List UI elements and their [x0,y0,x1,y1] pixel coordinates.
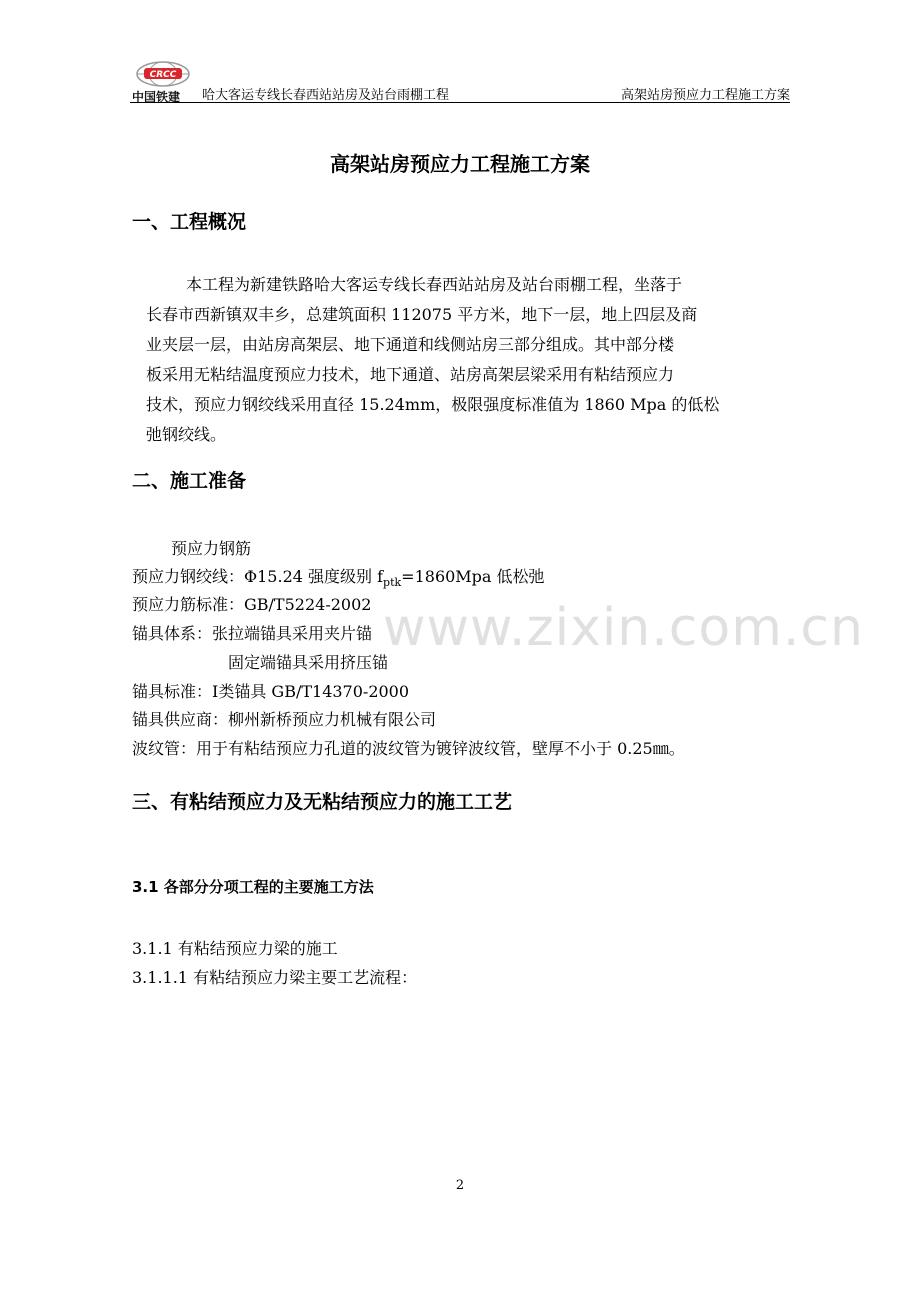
paragraph-line: 技术，预应力钢绞线采用直径 15.24mm，极限强度标准值为 1860 Mpa 的低松 [146,395,720,414]
svg-text:CRCC: CRCC [149,70,177,80]
section1-heading: 一、工程概况 [132,211,247,233]
item-3-1-1-1: 3.1.1.1 有粘结预应力梁主要工艺流程： [132,968,418,987]
section1-paragraph [146,270,806,450]
crcc-logo [130,60,198,102]
paragraph-line: 长春市西新镇双丰乡，总建筑面积 112075 平方米，地下一层，地上四层及商 [146,305,698,324]
rebar-standard: 预应力筋标准：GB/T5224-2002 [132,595,372,614]
page-header [130,58,790,103]
anchor-standard: 锚具标准：Ⅰ类锚具 GB/T14370-2000 [132,682,410,701]
strand-spec-suffix: =1860Mpa 低松弛 [401,567,545,586]
strand-spec-subscript: ptk [383,576,402,589]
crcc-emblem-icon [130,60,196,90]
page-number: 2 [455,1178,465,1193]
paragraph-line: 业夹层一层，由站房高架层、地下通道和线侧站房三部分组成。其中部分楼 [146,335,675,354]
paragraph-line: 本工程为新建铁路哈大客运专线长春西站站房及站台雨棚工程，坐落于 [186,275,683,294]
anchor-supplier: 锚具供应商：柳州新桥预应力机械有限公司 [132,710,437,729]
header-project-name: 哈大客运专线长春西站站房及站台雨棚工程 [202,88,450,103]
strand-spec [132,564,545,589]
header-doc-title: 高架站房预应力工程施工方案 [620,88,790,103]
strand-spec-prefix: 预应力钢绞线：Φ15.24 强度级别 f [132,567,384,586]
item-3-1-1: 3.1.1 有粘结预应力梁的施工 [132,939,338,958]
logo-label: 中国铁建 [132,90,181,104]
section3-heading: 三、有粘结预应力及无粘结预应力的施工工艺 [132,791,513,813]
paragraph-line: 弛钢绞线。 [146,425,227,444]
prestress-rebar-subtitle: 预应力钢筋 [171,539,252,558]
section3-1-heading: 3.1 各部分分项工程的主要施工方法 [132,878,374,896]
paragraph-line: 板采用无粘结温度预应力技术，地下通道、站房高架层梁采用有粘结预应力 [146,365,675,384]
corrugated-duct: 波纹管：用于有粘结预应力孔道的波纹管为镀锌波纹管，壁厚不小于 0.25㎜。 [132,739,685,758]
anchor-system: 锚具体系：张拉端锚具采用夹片锚 [132,624,373,643]
document-title: 高架站房预应力工程施工方案 [330,152,590,176]
section2-heading: 二、施工准备 [132,470,247,492]
watermark: www.zixin.com.cn [383,598,864,658]
anchor-system-fixed-end: 固定端锚具采用挤压锚 [228,653,389,672]
